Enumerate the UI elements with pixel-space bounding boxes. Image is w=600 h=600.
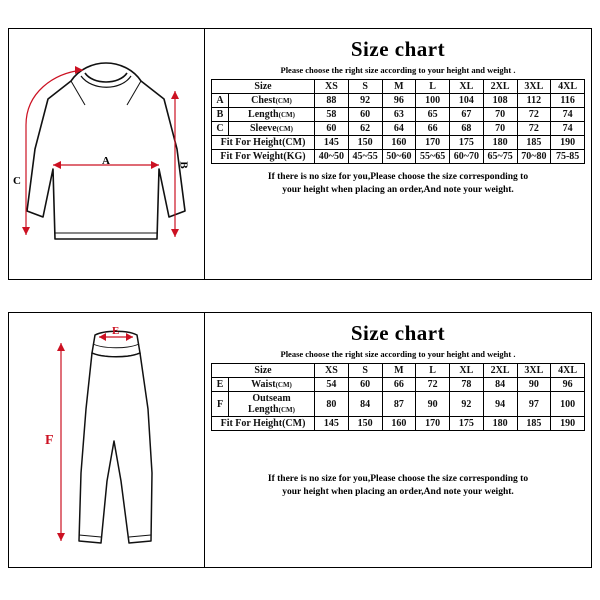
header-col-xs: XS [315,80,349,94]
cell: 108 [483,94,517,108]
cell: 145 [315,417,349,431]
cell: 170 [416,136,450,150]
row-unit-waist: (CM) [275,381,292,389]
cell: 90 [416,392,450,417]
row-letter-e: E [212,378,229,392]
top-note-line1: If there is no size for you,Please choose the size corresponding to [267,172,529,182]
bottom-note-line1: If there is no size for you,Please choose the size corresponding to [267,474,529,484]
row-name-length-text: Length [248,109,279,120]
table-row [212,392,585,417]
cell: 45~55 [348,150,382,164]
cell: 67 [450,108,484,122]
cell: 97 [517,392,551,417]
cell: 50~60 [382,150,416,164]
cell: 190 [551,417,585,431]
cell: 96 [551,378,585,392]
cell: 175 [450,136,484,150]
row-fit-for-height [212,136,315,150]
top-chart-side [205,29,591,279]
row-name-sleeve-text: Sleeve [250,123,277,134]
row-fit-for-height-unit: (CM) [282,418,306,429]
cell: 64 [382,122,416,136]
cell: 65~75 [483,150,517,164]
top-note [211,171,585,197]
cell: 94 [483,392,517,417]
header-col-2xl: 2XL [483,80,517,94]
table-row [212,378,585,392]
row-fit-for-weight-unit: (KG) [283,151,306,162]
header-col-3xl: 3XL [517,364,551,378]
row-name-sleeve [229,122,315,136]
leggings-pants-drawing [9,313,204,567]
cell: 60 [348,378,382,392]
header-size: Size [212,80,315,94]
cell: 145 [315,136,349,150]
table-row [212,417,585,431]
cell: 116 [551,94,585,108]
top-illustration [9,29,205,279]
top-panel [8,28,592,280]
header-col-s: S [348,364,382,378]
cell: 80 [315,392,349,417]
row-unit-length: (CM) [278,111,295,119]
row-name-chest [229,94,315,108]
row-unit-outseam-length: (CM) [278,406,295,414]
cell: 170 [416,417,450,431]
row-letter-c: C [212,122,229,136]
top-size-table [211,79,585,164]
cell: 160 [382,417,416,431]
header-col-s: S [348,80,382,94]
cell: 74 [551,122,585,136]
illustration-label-f: F [45,433,54,448]
cell: 60~70 [450,150,484,164]
table-row [212,94,585,108]
illustration-label-a: A [102,155,110,167]
top-note-line2: your height when placing an order,And note your weight. [282,184,514,195]
row-fit-for-height-unit: (CM) [282,137,306,148]
cell: 63 [382,108,416,122]
cell: 185 [517,417,551,431]
cell: 66 [416,122,450,136]
row-letter-b: B [212,108,229,122]
cell: 92 [348,94,382,108]
cell: 62 [348,122,382,136]
row-letter-f: F [212,392,229,417]
cell: 84 [483,378,517,392]
cell: 60 [315,122,349,136]
cell: 180 [483,417,517,431]
cell: 100 [416,94,450,108]
cell: 68 [450,122,484,136]
cell: 72 [517,108,551,122]
row-name-outseam-length [229,392,315,417]
header-col-4xl: 4XL [551,80,585,94]
header-size: Size [212,364,315,378]
illustration-label-e: E [112,325,120,337]
long-sleeve-shirt-drawing [9,29,204,279]
table-header-row [212,80,585,94]
cell: 100 [551,392,585,417]
cell: 72 [517,122,551,136]
bottom-panel [8,312,592,568]
row-fit-for-weight-text: Fit For Weight [220,151,284,162]
header-col-l: L [416,364,450,378]
bottom-chart-title: Size chart [350,321,446,345]
header-col-4xl: 4XL [551,364,585,378]
row-letter-a: A [212,94,229,108]
row-fit-for-height-text: Fit For Height [220,418,283,429]
cell: 65 [416,108,450,122]
cell: 112 [517,94,551,108]
cell: 87 [382,392,416,417]
cell: 150 [348,136,382,150]
cell: 78 [450,378,484,392]
header-col-xl: XL [450,364,484,378]
cell: 150 [348,417,382,431]
table-row [212,108,585,122]
cell: 92 [450,392,484,417]
header-col-xl: XL [450,80,484,94]
illustration-label-b: B [177,161,190,169]
cell: 66 [382,378,416,392]
header-col-xs: XS [315,364,349,378]
bottom-illustration [9,313,205,567]
illustration-label-c: C [13,175,21,187]
cell: 160 [382,136,416,150]
row-name-waist [229,378,315,392]
table-header-row [212,364,585,378]
row-name-waist-text: Waist [251,379,276,390]
cell: 180 [483,136,517,150]
row-fit-for-height [212,417,315,431]
table-row [212,136,585,150]
header-col-m: M [382,364,416,378]
row-name-length [229,108,315,122]
cell: 90 [517,378,551,392]
top-chart-title: Size chart [350,37,446,61]
table-row [212,122,585,136]
row-name-outseam-length-text: Outseam Length [248,393,291,415]
cell: 54 [315,378,349,392]
cell: 55~65 [416,150,450,164]
cell: 70 [483,108,517,122]
cell: 40~50 [315,150,349,164]
cell: 58 [315,108,349,122]
header-col-3xl: 3XL [517,80,551,94]
cell: 60 [348,108,382,122]
bottom-note [211,473,585,499]
row-unit-sleeve: (CM) [276,125,293,133]
cell: 70 [483,122,517,136]
header-col-2xl: 2XL [483,364,517,378]
cell: 72 [416,378,450,392]
bottom-note-line2: your height when placing an order,And note your weight. [282,486,514,497]
bottom-chart-subtitle: Please choose the right size according to your height and weight . [280,349,516,359]
cell: 190 [551,136,585,150]
cell: 185 [517,136,551,150]
cell: 74 [551,108,585,122]
table-row [212,150,585,164]
cell: 104 [450,94,484,108]
row-unit-chest: (CM) [275,97,292,105]
cell: 70~80 [517,150,551,164]
top-chart-subtitle: Please choose the right size according to your height and weight . [280,65,516,75]
header-col-l: L [416,80,450,94]
cell: 175 [450,417,484,431]
row-fit-for-weight [212,150,315,164]
bottom-size-table [211,363,585,431]
cell: 84 [348,392,382,417]
row-fit-for-height-text: Fit For Height [220,137,283,148]
bottom-chart-side [205,313,591,567]
cell: 88 [315,94,349,108]
cell: 96 [382,94,416,108]
cell: 75-85 [551,150,585,164]
row-name-chest-text: Chest [251,95,276,106]
header-col-m: M [382,80,416,94]
